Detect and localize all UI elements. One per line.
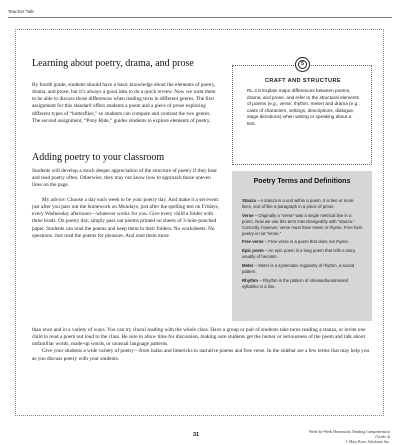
section-heading-adding: Adding poetry to your classroom	[32, 152, 165, 163]
paragraph-learning: By fourth grade, students should have a basic knowledge about the elements of poetry, drama, and prose, but it’s always a good idea to do a quick review. Now we want them to be able to discuss those differences when reading texts in different genres. The first assignment for this standard offers students a poem and a piece of prose exploring different types of “butterflies,” so students can compare and contrast the two genres. The second assignment, “Pony Ride,” guides students to explore elements of poetry.	[32, 82, 216, 124]
term-name: Rhythm	[242, 277, 258, 283]
poetry-terms-sidebar	[232, 171, 372, 321]
term-item	[242, 263, 364, 275]
credit-line-copyright: © Mary Rose, Scholastic Inc.	[345, 439, 390, 444]
term-definition: – Originally a “verse” was a single metrical line in a poem. Now we use this term interchangeably with “stanza.” Correctly, however, verse must have meter or rhyme. Free form poetry is not “verse.”	[242, 212, 363, 236]
standard-badge-number: 5	[298, 60, 307, 69]
term-definition: – A stanza is a unit within a poem. It is two or more lines, sort of like a paragraph in a piece of prose.	[242, 198, 354, 209]
term-definition: – An epic poem is a long poem that tells a story, usually of heroism.	[242, 248, 356, 260]
term-name: Stanza	[242, 198, 256, 203]
page-number: 31	[193, 432, 200, 438]
section-heading-learning: Learning about poetry, drama, and prose	[32, 58, 194, 69]
craft-structure-sidebar	[232, 61, 372, 165]
standard-badge-icon	[295, 57, 310, 72]
terms-box-title: Poetry Terms and Definitions	[253, 178, 351, 185]
term-item	[242, 239, 364, 245]
terms-list	[242, 198, 364, 293]
standard-text: RL.4.5 Explain major differences between poems, drama, and prose, and refer to the structural elements of poems (e.g., verse, rhythm, meter) and drama (e.g., casts of characters, settings, descriptions, dialogue, stage directions) when writing or speaking about a text.	[247, 88, 360, 126]
term-name: Epic poem	[242, 248, 264, 254]
term-name: Verse	[242, 212, 254, 218]
term-definition: – Free verse is a poem that does not rhyme.	[263, 239, 350, 245]
paragraph-adding-2: My advice: Choose a day each week to be your poetry day. And make it a set event: just after you pass out the homework on Mondays, just after the spelling test on Fridays, every Wednesday afternoon—whatever works for you. Give every child a folder with three brads. On poetry day, simply pass out poems printed on sheets of 3-hole-punched paper. Students can read the poems and keep them in their folders. No worksheets. No questions. Just read the poems for pleasure. And read them more	[32, 197, 220, 239]
term-item	[242, 213, 364, 237]
credit-line-title: Week-by-Week Homework: Reading Comprehension (Grade 4)	[308, 430, 390, 439]
term-name: Free verse	[242, 239, 264, 245]
term-name: Meter	[242, 263, 254, 269]
term-item	[242, 248, 364, 260]
wide-text-block	[32, 327, 372, 363]
paragraph-adding-3: than once and in a variety of ways. You can try choral reading with the whole class. Have a group or pair of students take turns reading a stanza, or invite one child to read a poem out loud to the class. Be sure to allow time for discussion, making sure students get the humor or seriousness of the poem and talk about unfamiliar words, made-up words, or unusual language patterns.	[32, 327, 366, 348]
term-definition: – Meter is a systematic regularity of rhythm, a sound pattern.	[242, 263, 355, 275]
paragraph-adding-1: Students will develop a much deeper appreciation of the structure of poetry if they hear and read poetry often. Otherwise, they may not know how to approach those uneven lines on the page.	[32, 168, 218, 189]
running-head: Teacher Talk	[8, 9, 34, 14]
term-item	[242, 278, 364, 290]
header-rule	[8, 17, 392, 18]
craft-box-title: CRAFT AND STRUCTURE	[264, 78, 342, 84]
term-definition: – Rhythm is the pattern of stressed/unstressed syllables in a line.	[242, 277, 349, 289]
paragraph-adding-4: Give your students a wide variety of poetry—from haiku and limericks to narrative poems and free verse. In the sidebar are a few terms that may help you as you discuss poetry with your students.	[32, 348, 370, 362]
term-item	[242, 198, 364, 210]
credit-line	[300, 430, 390, 444]
